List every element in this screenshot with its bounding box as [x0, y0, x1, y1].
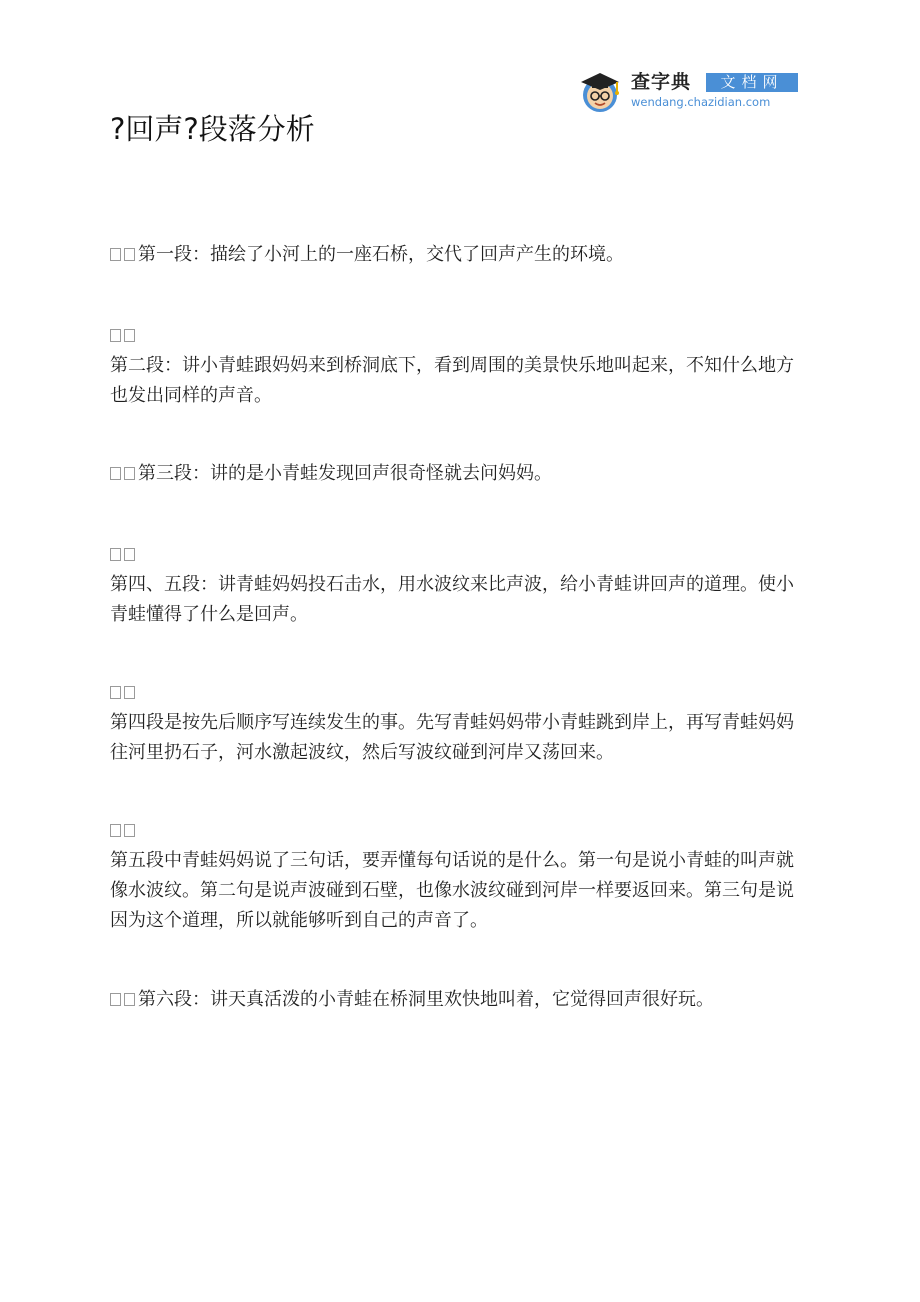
paragraph-1	[110, 240, 800, 270]
paragraph-5	[110, 678, 800, 768]
paragraph-text: 第六段：讲天真活泼的小青蛙在桥洞里欢快地叫着，它觉得回声很好玩。	[138, 989, 714, 1010]
site-logo	[577, 68, 802, 114]
logo-name: 查字典	[631, 71, 692, 93]
missing-glyph-box	[110, 248, 121, 261]
missing-glyph-box	[124, 329, 135, 342]
logo-url: wendang.chazidian.com	[631, 95, 771, 109]
paragraph-7	[110, 985, 800, 1015]
paragraph-text: 第三段：讲的是小青蛙发现回声很奇怪就去问妈妈。	[138, 463, 552, 484]
paragraph-text: 第四段是按先后顺序写连续发生的事。先写青蛙妈妈带小青蛙跳到岸上，再写青蛙妈妈往河里扔石子，河水激起波纹，然后写波纹碰到河岸又荡回来。	[110, 712, 794, 763]
paragraph-text: 第四、五段：讲青蛙妈妈投石击水，用水波纹来比声波，给小青蛙讲回声的道理。使小青蛙懂得了什么是回声。	[110, 574, 794, 625]
paragraph-4	[110, 540, 800, 630]
missing-glyph-box	[124, 824, 135, 837]
logo-tag: 文档网	[706, 73, 798, 92]
paragraph-text: 第五段中青蛙妈妈说了三句话，要弄懂每句话说的是什么。第一句是说小青蛙的叫声就像水波纹。第二句是说声波碰到石壁，也像水波纹碰到河岸一样要返回来。第三句是说因为这个道理，所以就能够听到自己的声音了。	[110, 850, 794, 931]
missing-glyph-box	[110, 686, 121, 699]
missing-glyph-box	[110, 329, 121, 342]
missing-glyph-box	[124, 548, 135, 561]
paragraph-3	[110, 459, 800, 489]
paragraph-6	[110, 816, 800, 936]
missing-glyph-box	[124, 248, 135, 261]
missing-glyph-box	[110, 824, 121, 837]
paragraph-text: 第二段：讲小青蛙跟妈妈来到桥洞底下，看到周围的美景快乐地叫起来，不知什么地方也发出同样的声音。	[110, 355, 794, 406]
missing-glyph-box	[110, 467, 121, 480]
missing-glyph-box	[124, 686, 135, 699]
graduate-mascot-icon	[577, 68, 623, 114]
missing-glyph-box	[110, 993, 121, 1006]
paragraph-2	[110, 321, 800, 411]
missing-glyph-box	[124, 993, 135, 1006]
missing-glyph-box	[124, 467, 135, 480]
missing-glyph-box	[110, 548, 121, 561]
paragraph-text: 第一段：描绘了小河上的一座石桥，交代了回声产生的环境。	[138, 244, 624, 265]
page-title: ?回声?段落分析	[110, 112, 315, 146]
